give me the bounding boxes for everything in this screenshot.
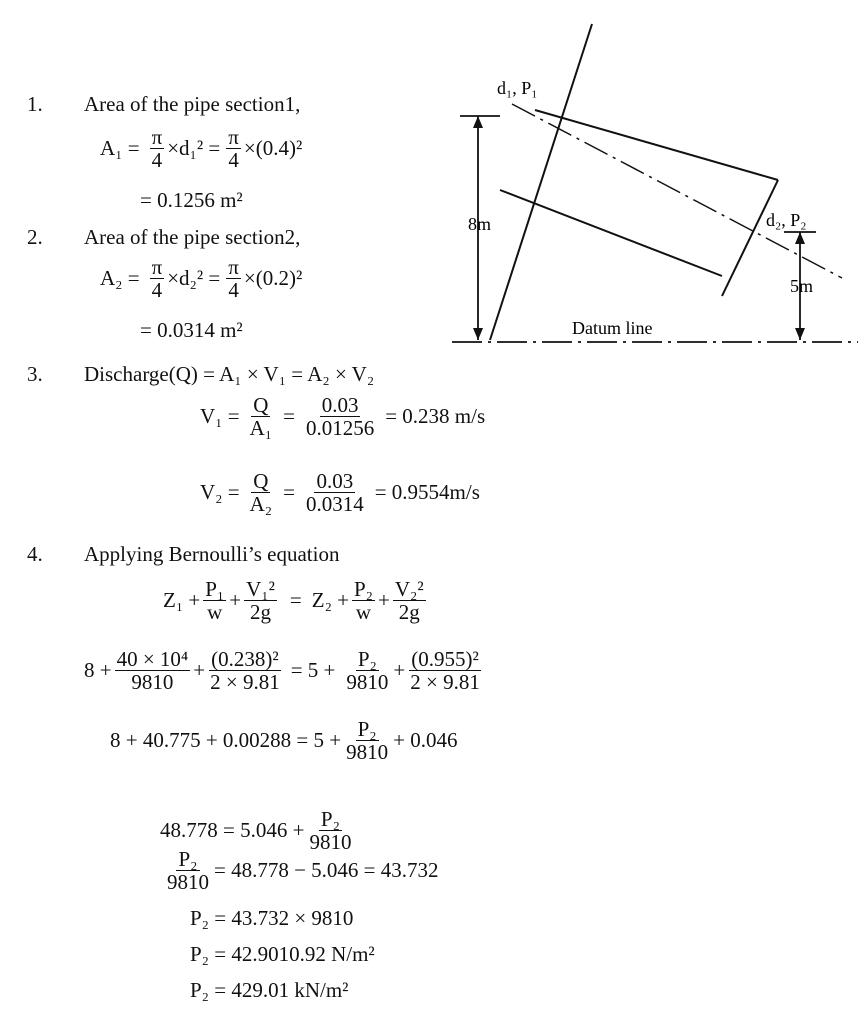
eq-bernoulli: =	[289, 588, 302, 613]
l5-d: 9810	[167, 870, 209, 895]
four-4: 4	[228, 278, 239, 303]
v1sq-over-2g	[244, 578, 277, 623]
step-1-title: Area of the pipe section1,	[84, 92, 301, 116]
v2-result: = 0.9554m/s	[374, 480, 480, 505]
l5-b: = 48.778 − 5.046 = 43.732	[214, 858, 439, 883]
bernoulli-line3	[110, 718, 457, 763]
l2-frac3	[344, 648, 390, 693]
v2-num: 0.03	[316, 469, 354, 493]
v2-lhs: V₂ =	[200, 480, 240, 505]
l2-frac2	[208, 648, 282, 693]
area2-equation	[100, 256, 302, 301]
z1: Z₁ +	[163, 588, 201, 613]
section-1-line	[490, 24, 592, 340]
two-g-1: 2g	[250, 600, 271, 625]
step-4-title: Applying Bernoulli’s equation	[84, 542, 340, 566]
q-over-a2	[248, 470, 275, 515]
v1sq: V₁²	[246, 577, 275, 601]
pi-over-4-fraction	[150, 126, 165, 171]
l4-a: 48.778 = 5.046 +	[160, 818, 305, 843]
area2-result: = 0.0314 m²	[140, 318, 243, 342]
l4-frac	[307, 808, 353, 853]
l4-n: P₂	[320, 807, 340, 831]
arrow-down-8m	[473, 328, 483, 340]
four-2: 4	[228, 148, 239, 173]
l2-eq: = 5 +	[290, 658, 336, 683]
area1-result: = 0.1256 m²	[140, 188, 243, 212]
step-2-number: 2.	[27, 225, 43, 249]
pipe-top-wall	[535, 110, 778, 180]
step-3-number: 3.	[27, 362, 43, 386]
arrow-up-5m	[795, 232, 805, 244]
pi-symbol-2: π	[228, 125, 239, 149]
area2-lhs: A₂ =	[100, 266, 140, 291]
pi-symbol-3: π	[151, 255, 163, 279]
pi-over-4-fraction-4	[226, 256, 241, 301]
pi-symbol: π	[151, 125, 163, 149]
section-2-line	[722, 180, 778, 296]
l5-frac	[165, 848, 211, 893]
plus-4: +	[393, 658, 406, 683]
step-3-title: Discharge(Q) = A₁ × V₁ = A₂ × V₂	[84, 362, 375, 386]
plus-1: +	[229, 588, 242, 613]
label-d1-p1: d₁, P₁	[497, 78, 538, 98]
pi-symbol-4: π	[228, 255, 239, 279]
l2-n4: (0.955)²	[411, 647, 479, 671]
l3-n: P₂	[357, 717, 377, 741]
l3-a: 8 + 40.775 + 0.00288 = 5 +	[110, 728, 342, 753]
bernoulli-general	[163, 578, 429, 623]
pi-over-4-fraction-2	[226, 126, 241, 171]
v2sq-over-2g	[393, 578, 426, 623]
l2-d4: 2 × 9.81	[410, 670, 480, 695]
v2-den: 0.0314	[305, 492, 364, 517]
l2-n1: 40 × 10⁴	[116, 647, 189, 671]
step-1-number: 1.	[27, 92, 43, 116]
plus-3: +	[193, 658, 206, 683]
v1-result: = 0.238 m/s	[385, 404, 486, 429]
pipe-diagram	[440, 20, 860, 360]
four-3: 4	[151, 278, 163, 303]
v1-den: 0.01256	[305, 416, 375, 441]
two-g-2: 2g	[398, 600, 420, 625]
area2-d2: ×d₂² =	[167, 266, 221, 291]
pi-over-4-fraction-3	[150, 256, 165, 301]
p1: P₁	[205, 577, 225, 601]
bernoulli-line5	[165, 848, 439, 893]
v1-num: 0.03	[321, 393, 359, 417]
pipe-bottom-wall	[500, 190, 722, 276]
v2-equation	[200, 470, 480, 515]
label-datum-line: Datum line	[572, 318, 653, 338]
q-num-2: Q	[253, 469, 269, 493]
l5-n: P₂	[178, 847, 198, 871]
l2-a: 8 +	[84, 658, 112, 683]
area1-value: ×(0.4)²	[243, 136, 303, 161]
bernoulli-line6: P₂ = 43.732 × 9810	[190, 906, 354, 930]
pipe-centreline	[512, 104, 842, 278]
area1-lhs: A₁ =	[100, 136, 140, 161]
w1: w	[207, 600, 223, 625]
label-d2-p2: d₂, P₂	[766, 210, 807, 230]
v2sq: V₂²	[394, 577, 424, 601]
l3-d: 9810	[346, 740, 389, 765]
z2: Z₂ +	[311, 588, 349, 613]
four: 4	[151, 148, 163, 173]
l4-d: 9810	[309, 830, 352, 855]
label-5m: 5m	[790, 276, 814, 296]
w2: w	[355, 600, 372, 625]
l2-d1: 9810	[131, 670, 174, 695]
l2-d2: 2 × 9.81	[210, 670, 280, 695]
a2-den: A₂	[249, 492, 273, 517]
p2: P₂	[354, 577, 374, 601]
arrow-down-5m	[795, 328, 805, 340]
a1-den: A₁	[249, 416, 273, 441]
l2-d3: 9810	[346, 670, 389, 695]
area1-d1: ×d₁² =	[167, 136, 221, 161]
l2-frac1	[115, 648, 191, 693]
bernoulli-substituted	[84, 648, 485, 693]
step-4-number: 4.	[27, 542, 43, 566]
bernoulli-line8: P₂ = 429.01 kN/m²	[190, 978, 349, 1002]
v1-fraction	[304, 394, 376, 439]
l3-b: + 0.046	[393, 728, 458, 753]
v1-equation	[200, 394, 485, 439]
plus-2: +	[378, 588, 390, 613]
eq-sign-2: =	[283, 480, 295, 505]
label-8m: 8m	[468, 214, 492, 234]
area1-equation	[100, 126, 302, 171]
l2-n3: P₂	[357, 647, 377, 671]
q-num: Q	[253, 393, 269, 417]
v2-fraction	[304, 470, 366, 515]
l2-frac4	[408, 648, 482, 693]
l3-frac	[344, 718, 390, 763]
step-2-title: Area of the pipe section2,	[84, 225, 301, 249]
arrow-up-8m	[473, 116, 483, 128]
p2-over-w	[352, 578, 375, 623]
l2-n2: (0.238)²	[211, 647, 279, 671]
p1-over-w	[203, 578, 226, 623]
eq-sign: =	[283, 404, 295, 429]
v1-lhs: V₁ =	[200, 404, 240, 429]
area2-value: ×(0.2)²	[243, 266, 303, 291]
q-over-a1	[248, 394, 275, 439]
bernoulli-line7: P₂ = 42.9010.92 N/m²	[190, 942, 375, 966]
